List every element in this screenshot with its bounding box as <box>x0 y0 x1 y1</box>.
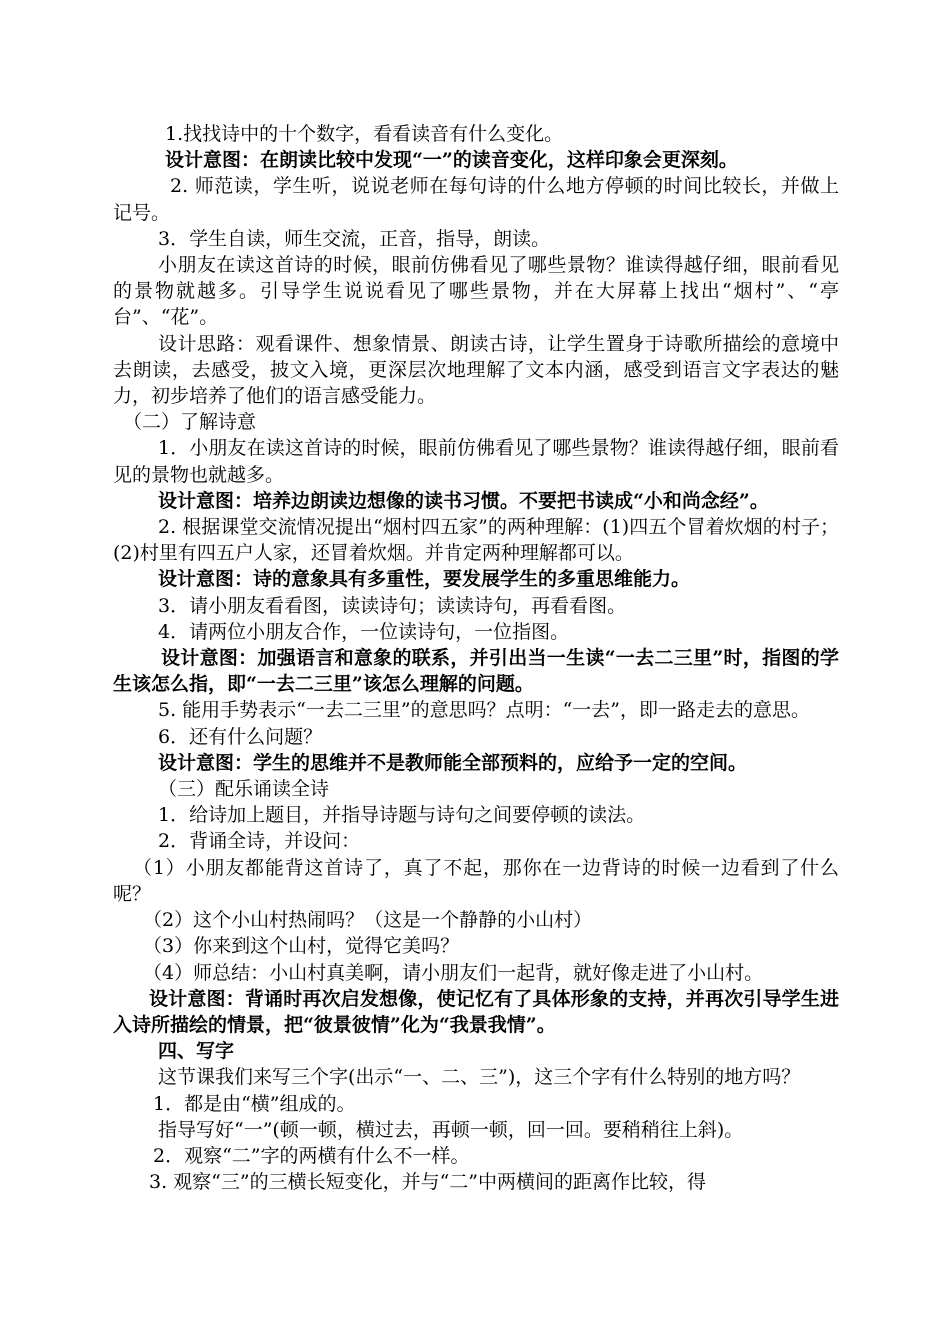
paragraph: 1.找找诗中的十个数字，看看读音有什么变化。 <box>165 123 564 145</box>
paragraph: 2．观察“二”字的两横有什么不一样。 <box>153 1144 470 1167</box>
paragraph: 这节课我们来写三个字(出示“一、二、三”)，这三个字有什么特别的地方吗？ <box>158 1066 801 1089</box>
design-intent-paragraph: 设计意图：学生的思维并不是教师能全部预料的，应给予一定的空间。 <box>158 751 748 774</box>
paragraph: 小朋友在读这首诗的时候，眼前仿佛看见了哪些景物？谁读得越仔细，眼前看见的景物就越多。引导学生说说看见了哪些景物，并在大屏幕上找出“烟村”、“亭台”、“花”。 <box>113 254 839 329</box>
design-intent-paragraph: 设计意图：加强语言和意象的联系，并引出当一生读“一去二三里”时，指图的学生该怎么指，即“一去二三里”该怎么理解的问题。 <box>113 647 839 696</box>
document-body <box>113 121 839 1195</box>
section-heading: （二）了解诗意 <box>123 411 257 434</box>
paragraph: 5. 能用手势表示“一去二三里”的意思吗？点明：“一去”，即一路走去的意思。 <box>158 699 811 722</box>
paragraph: 6．还有什么问题？ <box>158 725 323 748</box>
paragraph: 1．都是由“横”组成的。 <box>153 1092 356 1115</box>
design-intent-paragraph: 设计意图：在朗读比较中发现“一”的读音变化，这样印象会更深刻。 <box>165 149 738 172</box>
design-intent-paragraph: 设计意图：诗的意象具有多重性，要发展学生的多重思维能力。 <box>158 568 691 591</box>
paragraph: （3）你来到这个山村，觉得它美吗？ <box>143 935 460 958</box>
design-intent-paragraph: 设计意图：培养边朗读边想像的读书习惯。不要把书读成“小和尚念经”。 <box>158 489 769 512</box>
paragraph: 1．小朋友在读这首诗的时候，眼前仿佛看见了哪些景物？谁读得越仔细，眼前看见的景物也就越多。 <box>113 437 839 486</box>
paragraph: （4）师总结：小山村真美啊，请小朋友们一起背，就好像走进了小山村。 <box>143 961 764 984</box>
section-heading: （三）配乐诵读全诗 <box>158 778 330 801</box>
paragraph: （2）这个小山村热闹吗？（这是一个静静的小山村） <box>143 909 593 932</box>
design-intent-paragraph: 设计意图：背诵时再次启发想像，使记忆有了具体形象的支持，并再次引导学生进入诗所描绘的情景，把“彼景彼情”化为“我景我情”。 <box>113 987 839 1036</box>
paragraph: 2. 根据课堂交流情况提出“烟村四五家”的两种理解：(1)四五个冒着炊烟的村子；(2)村里有四五户人家，还冒着炊烟。并肯定两种理解都可以。 <box>113 516 839 565</box>
paragraph: 3．请小朋友看看图，读读诗句；读读诗句，再看看图。 <box>158 594 627 617</box>
paragraph: 2．背诵全诗，并设问： <box>158 830 361 853</box>
paragraph: 设计思路：观看课件、想象情景、朗读古诗，让学生置身于诗歌所描绘的意境中去朗读，去感受，披文入境，更深层次地理解了文本内涵，感受到语言文字表达的魅力，初步培养了他们的语言感受能力。 <box>113 332 839 408</box>
paragraph: 3. 观察“三”的三横长短变化，并与“二”中两横间的距离作比较，得 <box>149 1171 707 1194</box>
paragraph: 指导写好“一”(顿一顿，横过去，再顿一顿，回一回。要稍稍往上斜)。 <box>158 1118 744 1141</box>
paragraph: 4．请两位小朋友合作，一位读诗句，一位指图。 <box>158 620 570 643</box>
paragraph: （1）小朋友都能背这首诗了，真了不起，那你在一边背诗的时候一边看到了什么呢？ <box>113 856 839 905</box>
section-heading: 四、写字 <box>158 1040 235 1063</box>
paragraph: 3．学生自读，师生交流，正音，指导，朗读。 <box>158 227 551 250</box>
paragraph: 1．给诗加上题目，并指导诗题与诗句之间要停顿的读法。 <box>158 804 646 827</box>
paragraph: 2. 师范读，学生听，说说老师在每句诗的什么地方停顿的时间比较长，并做上记号。 <box>113 175 839 224</box>
